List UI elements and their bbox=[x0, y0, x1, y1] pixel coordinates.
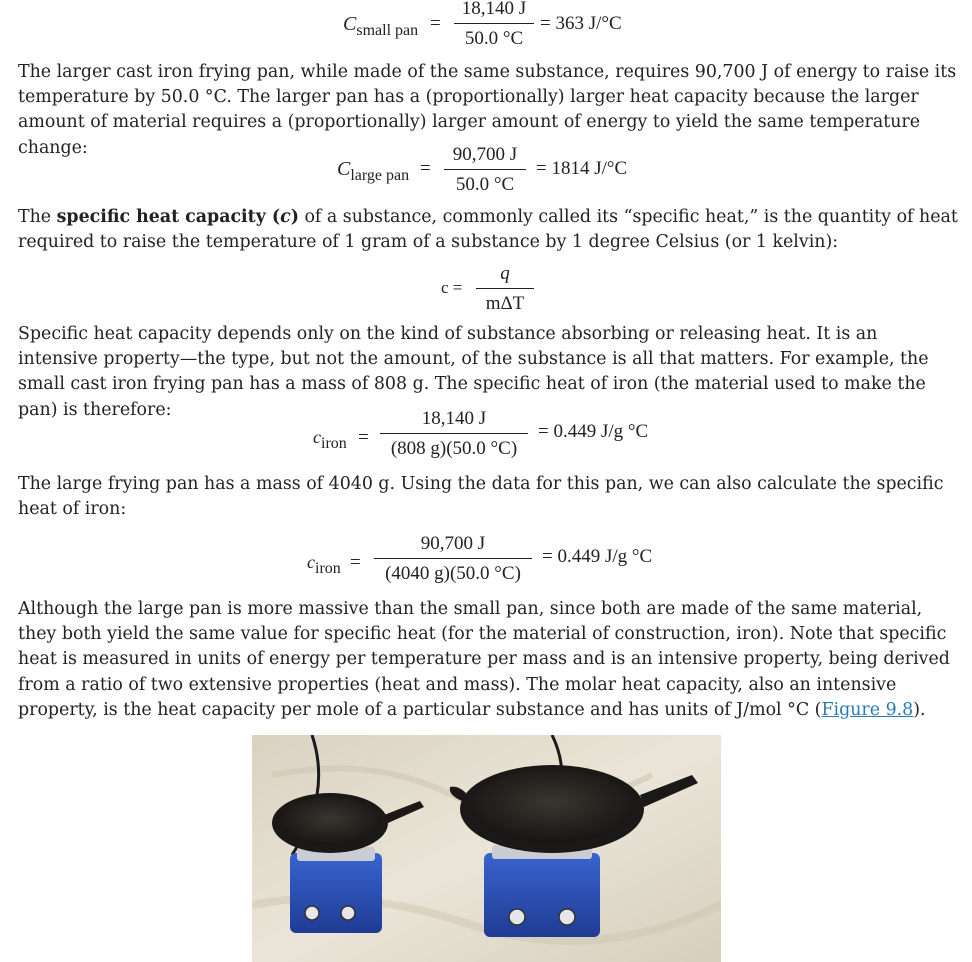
equals-sign: = bbox=[358, 427, 369, 448]
denominator: 50.0 °C bbox=[455, 174, 515, 195]
figure-link[interactable]: Figure 9.8 bbox=[821, 699, 914, 720]
fraction bbox=[454, 0, 534, 50]
numerator: 90,700 J bbox=[452, 144, 518, 165]
fraction bbox=[476, 263, 534, 315]
fraction-bar bbox=[444, 169, 526, 170]
small-hotplate bbox=[290, 853, 382, 933]
equation-label bbox=[313, 427, 347, 453]
variable-C: C bbox=[337, 158, 351, 180]
equation-large-pan-heat-capacity bbox=[0, 140, 972, 200]
fraction bbox=[380, 408, 528, 460]
numerator: 90,700 J bbox=[420, 533, 486, 554]
fraction bbox=[374, 533, 532, 585]
bold-term bbox=[57, 207, 299, 227]
variable-c: c bbox=[307, 552, 315, 572]
equals-sign: = bbox=[430, 13, 441, 34]
paragraph-conclusion bbox=[18, 597, 958, 723]
term-close: ) bbox=[290, 207, 299, 227]
equation-label bbox=[343, 13, 418, 40]
text-rest: of a substance, commonly called its “specific heat,” is the quantity of heat required to raise the temperature of 1 gram of a substance by 1 degree Celsius (or 1 kelvin): bbox=[18, 207, 958, 253]
equation-label: c = bbox=[441, 278, 463, 297]
fraction-bar bbox=[454, 23, 534, 24]
variable-c: c bbox=[313, 427, 321, 447]
pans-on-hotplates-icon bbox=[252, 735, 721, 962]
equation-label bbox=[307, 552, 341, 578]
fraction bbox=[444, 144, 526, 196]
denominator: 50.0 °C bbox=[464, 28, 524, 49]
equation-small-pan-heat-capacity bbox=[0, 0, 972, 52]
cast-iron-pans-photo bbox=[252, 735, 721, 962]
paragraph-specific-heat-definition bbox=[18, 205, 958, 255]
subscript: iron bbox=[315, 560, 341, 577]
equation-iron-large-pan bbox=[0, 530, 972, 590]
term-text: specific heat capacity ( bbox=[56, 207, 281, 227]
fraction-bar bbox=[476, 288, 534, 289]
equals-sign: = bbox=[420, 158, 431, 179]
result: = 1814 J/°C bbox=[536, 158, 628, 179]
result: = 0.449 J/g °C bbox=[542, 546, 653, 567]
subscript: small pan bbox=[356, 22, 419, 39]
numerator: 18,140 J bbox=[421, 408, 487, 429]
large-hotplate bbox=[484, 853, 600, 937]
conclusion-text: Although the large pan is more massive than the small pan, since both are made of the same material, they both yield the same value for specific heat (for the material of construction, iron). Note that specific heat is measured in units of energy per temperature per mass and is an intensive property, being derived from a ratio of two extensive properties (heat and mass). The molar heat capacity, also an intensive property, is the heat capacity per mole of a particular substance and has units of J/mol °C ( bbox=[18, 599, 950, 720]
result: = 363 J/°C bbox=[540, 13, 622, 34]
fraction-bar bbox=[380, 433, 528, 434]
subscript: large pan bbox=[350, 167, 410, 184]
variable-C: C bbox=[343, 13, 357, 35]
result: = 0.449 J/g °C bbox=[538, 421, 649, 442]
numerator: q bbox=[500, 263, 510, 284]
equals-sign: = bbox=[350, 552, 361, 573]
denominator: (4040 g)(50.0 °C) bbox=[385, 563, 521, 584]
denominator: mΔT bbox=[485, 293, 525, 314]
fraction-bar bbox=[374, 558, 532, 559]
paragraph-intensive-property: Specific heat capacity depends only on the kind of substance absorbing or releasing heat. It is an intensive property—the type, but not the amount, of the substance is all that matters. For example, the small cast iron frying pan has a mass of 808 g. The specific heat of iron (the material used to make the pan) is therefore: bbox=[18, 324, 929, 420]
term-symbol: c bbox=[280, 207, 291, 227]
text-prefix: The bbox=[18, 207, 57, 227]
equation-iron-small-pan bbox=[0, 405, 972, 465]
equation-label bbox=[337, 158, 409, 185]
subscript: iron bbox=[321, 435, 347, 452]
paragraph-large-pan: The larger cast iron frying pan, while made of the same substance, requires 90,700 J of energy to raise its temperature by 50.0 °C. The larger pan has a (proportionally) larger heat capacity because the larger amount of material requires a (proportionally) larger amount of energy to yield the same temperature change: bbox=[18, 62, 957, 158]
paragraph-large-pan-mass: The large frying pan has a mass of 4040 g. Using the data for this pan, we can also calculate the specific heat of iron: bbox=[18, 474, 944, 520]
numerator: 18,140 J bbox=[461, 0, 527, 19]
denominator: (808 g)(50.0 °C) bbox=[390, 438, 518, 459]
conclusion-end: ). bbox=[913, 699, 926, 720]
equation-specific-heat-definition bbox=[0, 260, 972, 318]
